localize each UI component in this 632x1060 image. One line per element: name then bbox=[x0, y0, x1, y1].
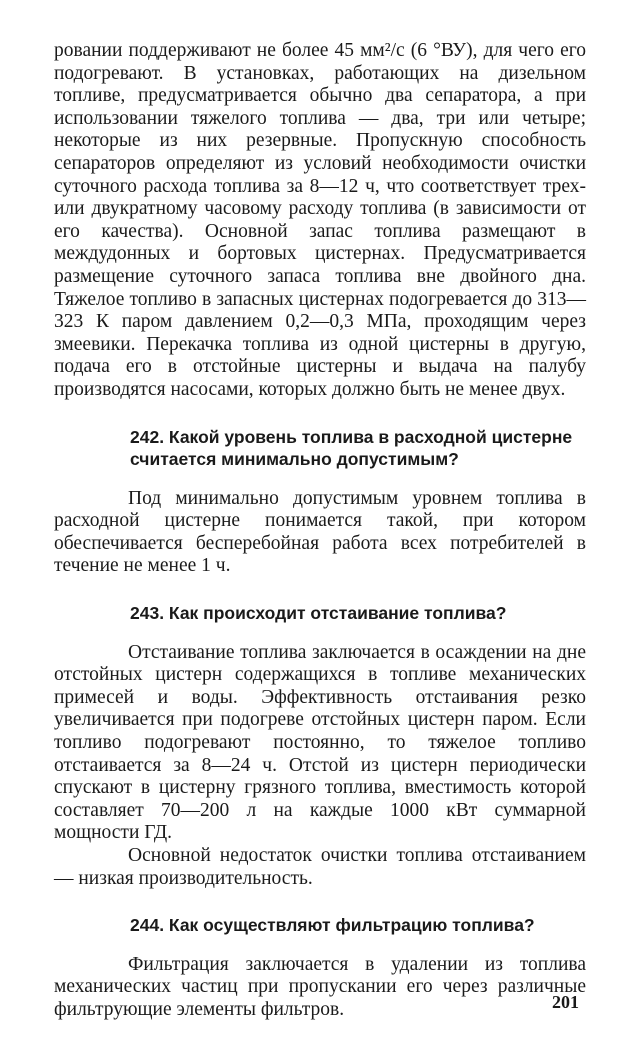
question-242-answer: Под минимально допустимым уровнем топлива в расходной цистерне понимается такой, при котором обеспечивается бесперебойная работа всех потребителей в течение не менее 1 ч. bbox=[54, 487, 586, 577]
question-243-heading: 243. Как происходит отстаивание топлива? bbox=[130, 603, 507, 624]
intro-paragraph: ровании поддерживают не более 45 мм²/с (6 °ВУ), для чего его подогревают. В установках, работающих на дизельном топливе, предусматривается обычно два сепаратора, а при использовании тяжелого топлива — два, три или четыре; некоторые из них резервные. Пропускную способность сепараторов определяют из условий необходимости очистки суточного расхода топлива за 8—12 ч, что соответствует трех- или двукратному часовому расходу топлива (в зависимости от его качества). Основной запас топлива размещают в междудонных и бортовых цистернах. Предусматривается размещение суточного запаса топлива вне двойного дна. Тяжелое топливо в запасных цистернах подогревается до 313—323 К паром давлением 0,2—0,3 МПа, проходящим через змеевики. Перекачка топлива из одной цистерны в другую, подача его в отстойные цистерны и выдача на палубу производятся насосами, которых должно быть не менее двух. bbox=[54, 40, 586, 400]
question-244-heading: 244. Как осуществляют фильтрацию топлива? bbox=[130, 915, 535, 936]
question-243-answer-paragraph-1: Отстаивание топлива заключается в осаждении на дне отстойных цистерн содержащихся в топливе механических примесей и воды. Эффективность отстаивания резко увеличивается при подогреве отстойных цистерн паром. Если топливо подогревают постоянно, то тяжелое топливо отстаивается за 8—24 ч. Отстой из цистерн периодически спускают в цистерну грязного топлива, вместимость которой составляет 70—200 л на каждые 1000 кВт суммарной мощности ГД. bbox=[54, 641, 586, 844]
question-242-heading: 242. Какой уровень топлива в расходной цистерне считается минимально допустимым? bbox=[130, 426, 573, 470]
question-244-answer: Фильтрация заключается в удалении из топлива механических частиц при пропускании его через различные фильтрующие элементы фильтров. bbox=[54, 953, 586, 1020]
page-number: 201 bbox=[552, 992, 579, 1012]
question-243-answer-paragraph-2: Основной недостаток очистки топлива отстаиванием — низкая производительность. bbox=[54, 845, 586, 889]
book-page bbox=[54, 40, 586, 1022]
